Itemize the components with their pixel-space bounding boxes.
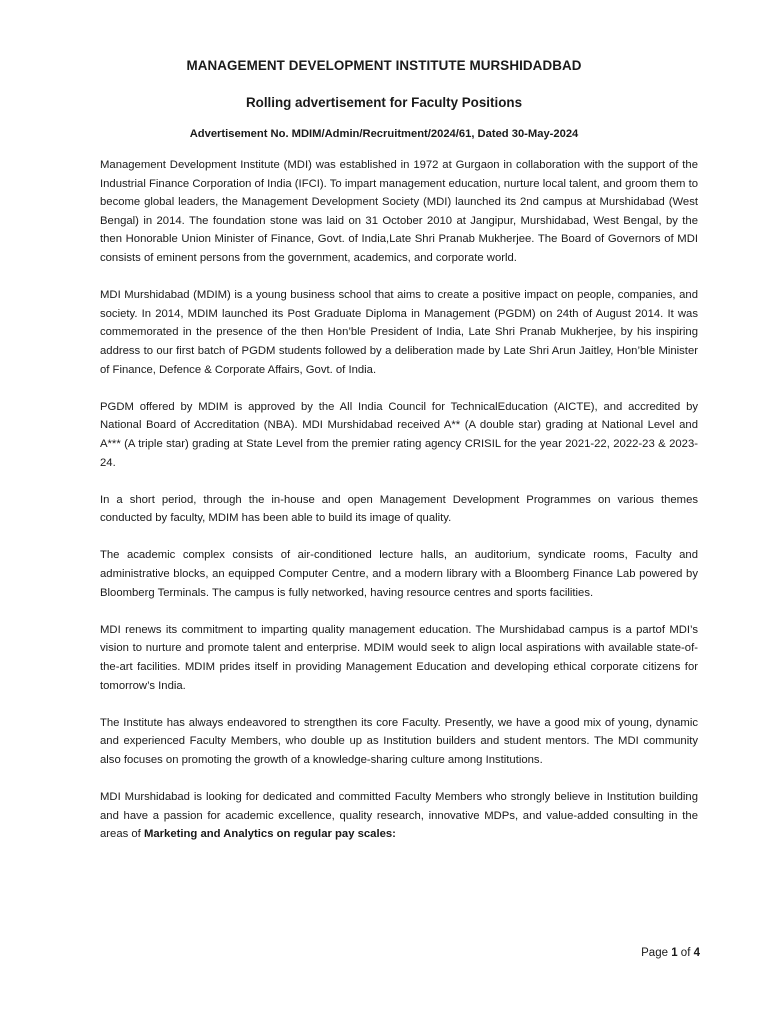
call-areas: Marketing and Analytics on regular pay scales: [143, 828, 396, 841]
page-word: Page [641, 947, 668, 959]
advertisement-number: Advertisement No. MDIM/Admin/Recruitment/2024/61, Dated 30-May-2024 [189, 128, 579, 140]
institute-title: MANAGEMENT DEVELOPMENT INSTITUTE MURSHIDADBAD [186, 58, 582, 73]
document-body [100, 156, 698, 863]
page-total: 4 [693, 947, 700, 959]
paragraph-mdim-intro: MDI Murshidabad (MDIM) is a young business school that aims to create a positive impact on people, companies, and society. In 2014, MDIM launched its Post Graduate Diploma in Management (PGDM) on 24th of August 2014. It was commemorated in the presence of the then Hon’ble President of India, Late Shri Pranab Mukherjee, by his inspiring address to our first batch of PGDM students followed by a deliberation made by Late Shri Arun Jaitley, Hon’ble Minister of Finance, Defence & Corporate Affairs, Govt. of India. [100, 289, 698, 376]
page-subtitle: Rolling advertisement for Faculty Positions [245, 95, 523, 110]
paragraph-faculty: The Institute has always endeavored to strengthen its core Faculty. Presently, we have a good mix of young, dynamic and experienced Faculty Members, who double up as Institution builders and student mentors. The MDI community also focuses on promoting the growth of a knowledge-sharing culture among Institutions. [100, 716, 698, 766]
call-text: MDI Murshidabad is looking for dedicated and committed Faculty Members who strongly believe in Institution building and have a passion for academic excellence, quality research, innovative MDPs, and value-added consulting in the areas of [100, 791, 698, 841]
paragraph-history: Management Development Institute (MDI) was established in 1972 at Gurgaon in collaboration with the support of the Industrial Finance Corporation of India (IFCI). To impart management education, nurture local talent, and groom them to become global leaders, the Management Development Society (MDI) launched its 2nd campus at Murshidabad (West Bengal) in 2014. The foundation stone was laid on 31 October 2010 at Jangipur, Murshidabad, West Bengal, by the then Honorable Union Minister of Finance, Govt. of India,Late Shri Pranab Mukherjee. The Board of Governors of MDI consists of eminent persons from the government, academics, and corporate world. [100, 159, 698, 264]
paragraph-commitment: MDI renews its commitment to imparting quality management education. The Murshidabad campus is a partof MDI’s vision to nurture and promote talent and enterprise. MDIM would seek to align local aspirations with available state-of-the-art facilities. MDIM prides itself in providing Management Education and developing ethical corporate citizens for tomorrow’s India. [100, 623, 698, 692]
paragraph-programmes: In a short period, through the in-house and open Management Development Programmes on various themes conducted by faculty, MDIM has been able to build its image of quality. [100, 493, 698, 525]
page-of: of [680, 947, 691, 959]
paragraph-call-for-faculty [100, 788, 698, 844]
paragraph-campus: The academic complex consists of air-conditioned lecture halls, an auditorium, syndicate rooms, Faculty and administrative blocks, an equipped Computer Centre, and a modern library with a Bloomberg Finance Lab powered by Bloomberg Terminals. The campus is fully networked, having resource centres and sports facilities. [100, 549, 698, 599]
page-current: 1 [671, 947, 678, 959]
page-number [641, 947, 700, 959]
paragraph-accreditation: PGDM offered by MDIM is approved by the All India Council for TechnicalEducation (AICTE), and accredited by National Board of Accreditation (NBA). MDI Murshidabad received A** (A double star) grading at National Level and A*** (A triple star) grading at State Level from the premier rating agency CRISIL for the year 2021-22, 2022-23 & 2023-24. [100, 400, 698, 469]
